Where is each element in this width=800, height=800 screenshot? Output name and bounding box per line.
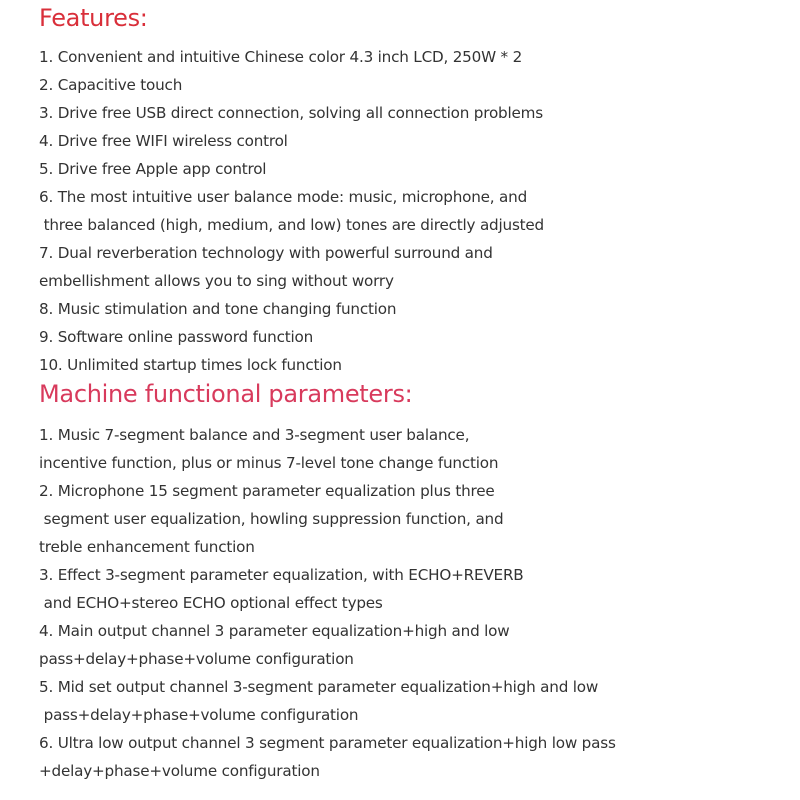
- parameter-line: 5. Mid set output channel 3-segment parameter equalization+high and low: [39, 678, 599, 696]
- parameters-heading: Machine functional parameters:: [39, 380, 413, 408]
- feature-line: 3. Drive free USB direct connection, solving all connection problems: [39, 104, 543, 122]
- feature-line: 2. Capacitive touch: [39, 76, 183, 94]
- feature-line: 7. Dual reverberation technology with powerful surround and: [39, 244, 493, 262]
- features-heading: Features:: [39, 4, 148, 32]
- feature-line: 1. Convenient and intuitive Chinese color 4.3 inch LCD, 250W * 2: [39, 48, 523, 66]
- parameter-line: 2. Microphone 15 segment parameter equalization plus three: [39, 482, 495, 500]
- parameter-line: and ECHO+stereo ECHO optional effect types: [39, 594, 383, 612]
- feature-line: 8. Music stimulation and tone changing function: [39, 300, 397, 318]
- feature-line: embellishment allows you to sing without worry: [39, 272, 394, 290]
- feature-line: 10. Unlimited startup times lock function: [39, 356, 342, 374]
- parameter-line: 3. Effect 3-segment parameter equalization, with ECHO+REVERB: [39, 566, 524, 584]
- parameter-line: incentive function, plus or minus 7-level tone change function: [39, 454, 499, 472]
- parameter-line: 1. Music 7-segment balance and 3-segment user balance,: [39, 426, 470, 444]
- parameter-line: 4. Main output channel 3 parameter equalization+high and low: [39, 622, 510, 640]
- feature-line: 6. The most intuitive user balance mode: music, microphone, and: [39, 188, 528, 206]
- feature-line: 9. Software online password function: [39, 328, 314, 346]
- feature-line: three balanced (high, medium, and low) tones are directly adjusted: [39, 216, 544, 234]
- parameter-line: pass+delay+phase+volume configuration: [39, 706, 359, 724]
- parameter-line: 6. Ultra low output channel 3 segment parameter equalization+high low pass: [39, 734, 616, 752]
- parameter-line: pass+delay+phase+volume configuration: [39, 650, 354, 668]
- feature-line: 4. Drive free WIFI wireless control: [39, 132, 288, 150]
- parameter-line: treble enhancement function: [39, 538, 255, 556]
- parameter-line: +delay+phase+volume configuration: [39, 762, 320, 780]
- feature-line: 5. Drive free Apple app control: [39, 160, 267, 178]
- parameter-line: segment user equalization, howling suppression function, and: [39, 510, 504, 528]
